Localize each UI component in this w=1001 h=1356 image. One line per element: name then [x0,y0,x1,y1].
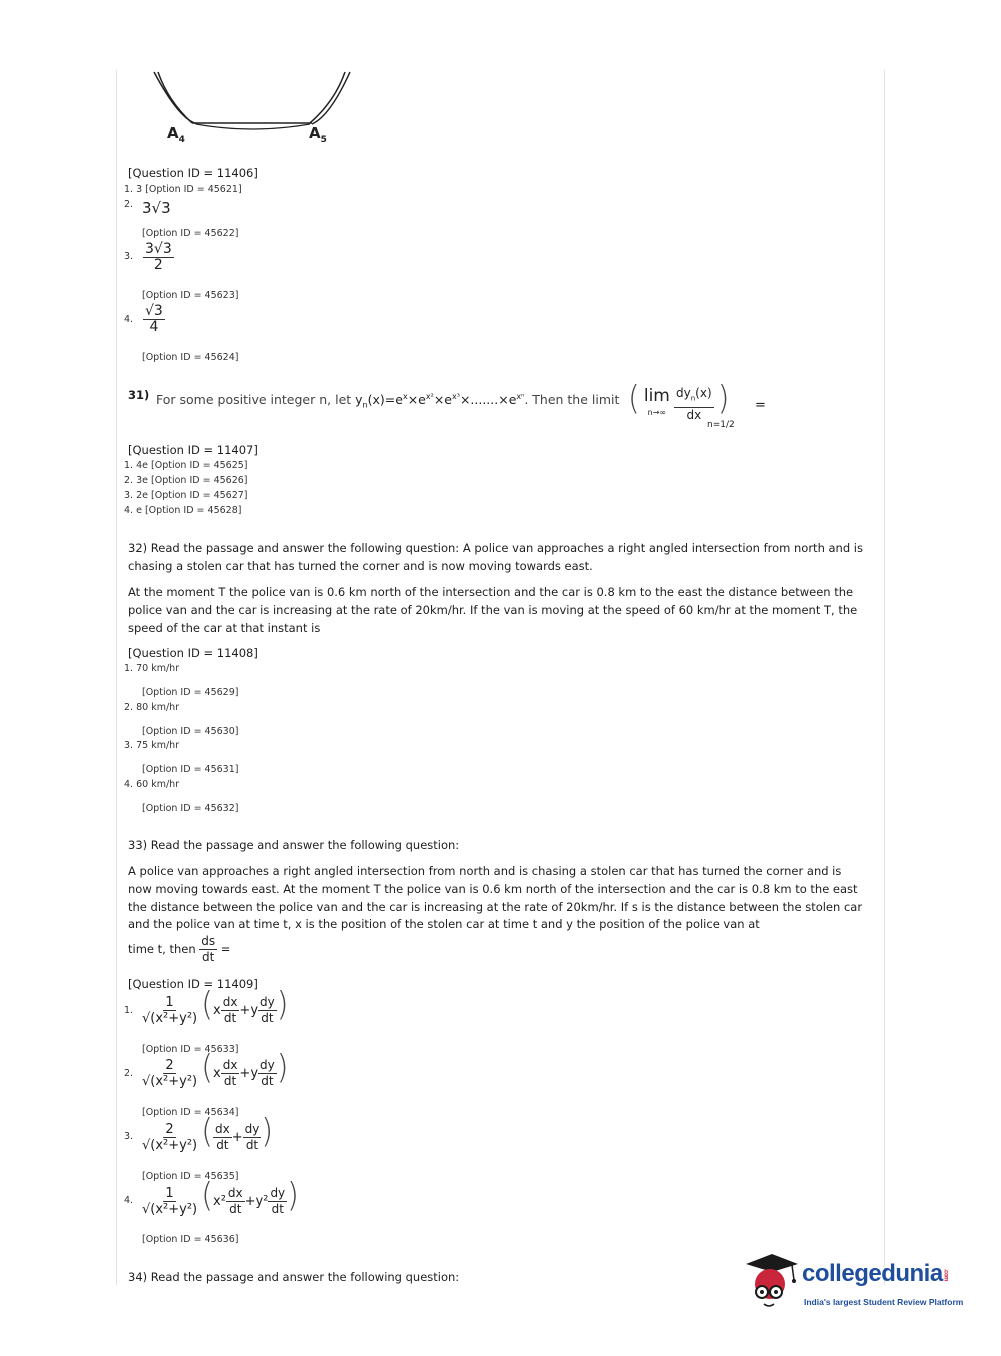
question-id: [Question ID = 11407] [128,443,258,457]
option-number: 4. [124,314,134,325]
option-1 [124,184,242,195]
question-id: [Question ID = 11406] [128,166,258,180]
right-page-border [884,70,885,1285]
option-id: [Option ID = 45636] [142,1234,239,1245]
figure-label-a4: $A_4$ [167,124,185,145]
option-4-fraction [143,304,165,335]
option-id: [Option ID = 45624] [142,352,239,363]
option-id: [Option ID = 45634] [142,1107,239,1118]
fraction-numerator: 3√3 [145,241,172,257]
option-id: [Option ID = 45631] [142,764,239,775]
option-3: 3. 2e [Option ID = 45627] [124,490,248,501]
question-33-intro: 33) Read the passage and answer the following question: [128,838,460,852]
option-3-formula: $\frac{2}{\text{√(x²+y²)}}$ ( $\frac{dx}{dt}$ + $\frac{dy}{dt}$ ) [142,1112,274,1153]
option-id: [Option ID = 45632] [142,803,239,814]
statement-text: . Then the limit [524,392,620,408]
option-1: 1. 4e [Option ID = 45625] [124,460,248,471]
question-33-body: A police van approaches a right angled intersection from north and is chasing a stolen car that has turned the corner and is now moving towards east. At the moment T the police van is 0.6 km north of the intersection and the car is 0.8 km to the east the distance between the police van and the car is increasing at the rate of 20km/hr. If s is the distance between the stolen car and the police van at time t, x is the position of the stolen car at time t and y the position of the police van at [128,864,863,932]
option-text: 3 [Option ID = 45621] [136,184,242,195]
statement-text: For some positive integer n, let [156,392,352,408]
brand-name: collegedunia.com [802,1260,949,1287]
fraction-denominator: 4 [149,319,159,335]
mascot-icon [742,1250,800,1312]
option-3-fraction [143,242,174,273]
option-number: 1. [124,1005,134,1016]
figure-label-a5: $A_5$ [309,124,327,145]
option-number: 3. [124,1131,134,1142]
option-2-math: 3√3 [142,199,171,217]
option-1: 1. 70 km/hr [124,663,180,674]
option-number: 2. [124,199,134,210]
fraction-numerator: √3 [145,303,163,319]
question-32-intro: 32) Read the passage and answer the following question: A police van approaches a right angled intersection from north and is chasing a stolen car that has turned the corner and is now moving towards east. [128,541,863,573]
brand-logo [742,1250,972,1320]
question-id: [Question ID = 11408] [128,646,258,660]
option-id: [Option ID = 45622] [142,228,239,239]
option-id: [Option ID = 45630] [142,726,239,737]
option-1-formula: $\frac{1}{\text{√(x²+y²)}}$ (x $\frac{dx}{dt}$ +y $\frac{dy}{dt}$ ) [142,985,289,1026]
brand-tagline: India's largest Student Review Platform [804,1297,964,1307]
question-id: [Question ID = 11409] [128,977,258,991]
option-number: 1. [124,184,134,195]
option-id: [Option ID = 45623] [142,290,239,301]
question-32-body: At the moment T the police van is 0.6 km north of the intersection and the car is 0.8 km to the east the distance between the police van and the car is increasing at the rate of 20km/hr. If the van is moving at the speed of 60 km/hr at the moment T, the speed of the car at that instant is [128,585,858,635]
question-34-intro: 34) Read the passage and answer the following question: [128,1270,460,1284]
option-number: 2. [124,1068,134,1079]
option-4: 4. e [Option ID = 45628] [124,505,242,516]
fraction-denominator: 2 [153,257,163,273]
option-2: 2. 80 km/hr [124,702,180,713]
option-2-formula: $\frac{2}{\text{√(x²+y²)}}$ (x $\frac{dx}{dt}$ +y $\frac{dy}{dt}$ ) [142,1048,289,1089]
option-number: 4. [124,1195,134,1206]
option-4-formula: $\frac{1}{\text{√(x²+y²)}}$ (x² $\frac{dx}{dt}$ +y² $\frac{dy}{dt}$ ) [142,1176,299,1217]
left-page-border [116,70,117,1285]
equals-sign: = [755,398,766,413]
option-id: [Option ID = 45633] [142,1044,239,1055]
option-2: 2. 3e [Option ID = 45626] [124,475,248,486]
option-number: 3. [124,251,134,262]
question-31-statement: For some positive integer n, let $y_n(x)=e^x\times e^{x^2}\times e^{x^3}\times.......\times e^{x^n}$. Then the limit [156,392,620,410]
option-id: [Option ID = 45635] [142,1171,239,1182]
eval-subscript: n=1/2 [707,420,735,430]
question-number: 31) [128,388,150,402]
option-id: [Option ID = 45629] [142,687,239,698]
limit-subscript: n→∞ [647,408,667,417]
option-4: 4. 60 km/hr [124,779,180,790]
limit-expression: ( lim n→∞ $\frac{dy_n(x)}{dx}$ ) [628,379,730,422]
question-33-tail: time t, then $\frac{ds}{dt}$ = [128,934,231,964]
option-3: 3. 75 km/hr [124,740,180,751]
